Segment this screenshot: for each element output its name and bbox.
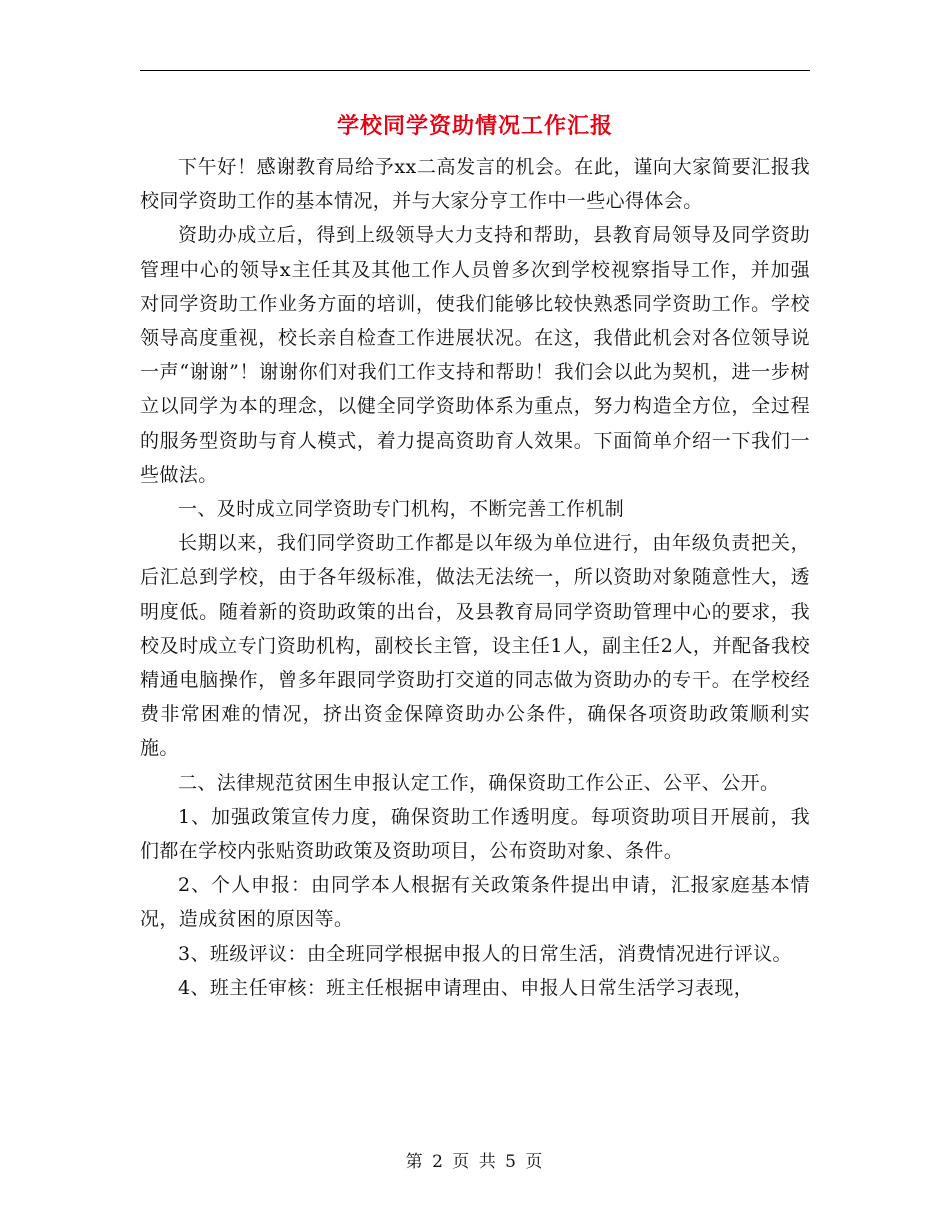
paragraph-greeting: 下午好！感谢教育局给予xx二高发言的机会。在此，谨向大家简要汇报我校同学资助工作的基本情况，并与大家分亨工作中一些心得体会。 [140, 156, 810, 213]
paragraph-item-2: 2、个人申报：由同学本人根据有关政策条件提出申请，汇报家庭基本情况，造成贫困的原因等。 [140, 874, 810, 931]
paragraph-section-1: 长期以来，我们同学资助工作都是以年级为单位进行，由年级负责把关，后汇总到学校，由于各年级标准，做法无法统一，所以资助对象随意性大，透明度低。随着新的资助政策的出台，及县教育局同学资助管理中心的要求，我校及时成立专门资助机构，副校长主管，设主任1人，副主任2人，并配备我校精通电脑操作，曾多年跟同学资助打交道的同志做为资助办的专干。在学校经费非常困难的情况，挤出资金保障资助办公条件，确保各项资助政策顺利实施。 [140, 532, 810, 760]
paragraph-item-4: 4、班主任审核：班主任根据申请理由、申报人日常生活学习表现， [178, 976, 754, 999]
paragraph-item-1: 1、加强政策宣传力度，确保资助工作透明度。每项资助项目开展前，我们都在学校内张贴资助政策及资助项目，公布资助对象、条件。 [140, 805, 810, 863]
document-title: 学校同学资助情况工作汇报 [336, 113, 613, 139]
paragraph-item-3: 3、班级评议：由全班同学根据申报人的日常生活，消费情况进行评议。 [178, 942, 792, 965]
document-body [140, 150, 810, 1005]
header-rule [140, 70, 810, 71]
section-heading-2: 二、法律规范贫困生申报认定工作，确保资助工作公正、公平、公开。 [178, 771, 780, 794]
paragraph-background: 资助办成立后，得到上级领导大力支持和帮助，县教育局领导及同学资助管理中心的领导x主任其及其他工作人员曾多次到学校视察指导工作，并加强对同学资助工作业务方面的培训，使我们能够比较快熟悉同学资助工作。学校领导高度重视，校长亲自检查工作进展状况。在这，我借此机会对各位领导说一声“谢谢”！谢谢你们对我们工作支持和帮助！我们会以此为契机，进一步树立以同学为本的理念，以健全同学资助体系为重点，努力构造全方位，全过程的服务型资助与育人模式，着力提高资助育人效果。下面简单介绍一下我们一些做法。 [140, 224, 810, 486]
page-number: 第 2 页 共 5 页 [405, 1152, 545, 1172]
section-heading-1: 一、及时成立同学资助专门机构，不断完善工作机制 [178, 498, 625, 521]
